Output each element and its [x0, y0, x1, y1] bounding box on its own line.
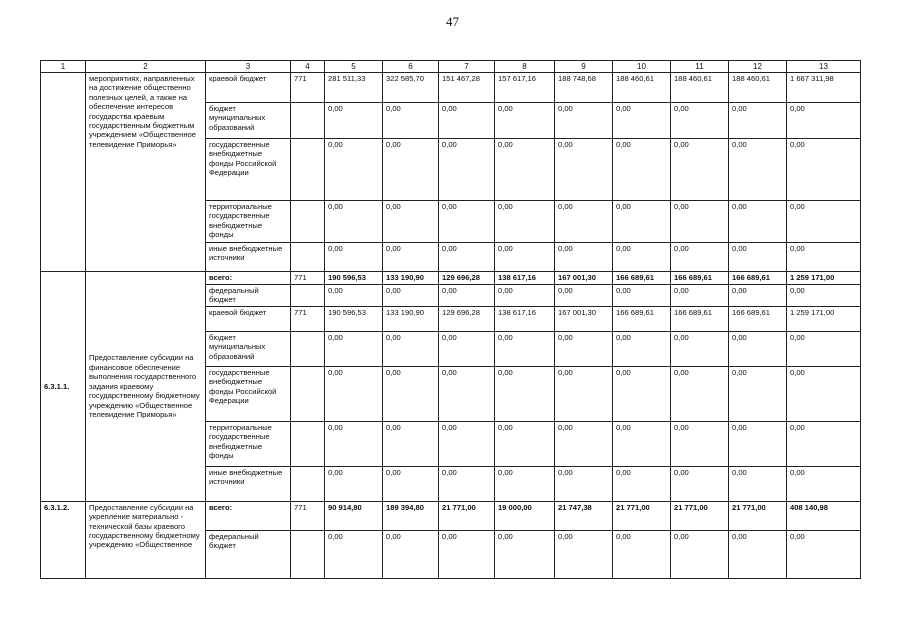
grbs-code: 771 — [291, 272, 325, 285]
measure-description: Предоставление субсидии на укрепление материально - технической базы краевого государственному бюджетному учреждению «Общественное — [86, 501, 206, 578]
amount-cell: 0,00 — [729, 366, 787, 421]
amount-cell: 0,00 — [555, 201, 613, 243]
amount-cell: 138 617,16 — [495, 306, 555, 331]
funding-source: федеральный бюджет — [206, 530, 291, 578]
amount-cell: 0,00 — [729, 103, 787, 139]
amount-cell: 0,00 — [671, 103, 729, 139]
amount-cell: 0,00 — [495, 421, 555, 466]
table-row — [41, 73, 861, 103]
amount-cell: 0,00 — [613, 466, 671, 501]
amount-cell: 0,00 — [495, 530, 555, 578]
funding-source: краевой бюджет — [206, 73, 291, 103]
amount-cell: 138 617,16 — [495, 272, 555, 285]
amount-cell: 0,00 — [729, 331, 787, 366]
amount-cell: 0,00 — [555, 285, 613, 307]
funding-source: бюджет муниципальных образований — [206, 103, 291, 139]
amount-cell: 0,00 — [383, 466, 439, 501]
column-number: 4 — [291, 61, 325, 73]
grbs-code — [291, 466, 325, 501]
amount-cell: 0,00 — [671, 466, 729, 501]
column-number: 7 — [439, 61, 495, 73]
amount-cell: 322 585,70 — [383, 73, 439, 103]
amount-cell: 0,00 — [383, 421, 439, 466]
amount-cell: 0,00 — [671, 285, 729, 307]
amount-cell: 0,00 — [787, 530, 861, 578]
amount-cell: 0,00 — [325, 201, 383, 243]
amount-cell: 0,00 — [613, 421, 671, 466]
page-number: 47 — [446, 14, 459, 29]
amount-cell: 0,00 — [613, 103, 671, 139]
amount-cell: 0,00 — [671, 243, 729, 272]
amount-cell: 0,00 — [495, 201, 555, 243]
amount-cell: 0,00 — [729, 285, 787, 307]
amount-cell: 0,00 — [671, 421, 729, 466]
table-row — [41, 272, 861, 285]
amount-cell: 188 748,68 — [555, 73, 613, 103]
amount-cell: 0,00 — [555, 421, 613, 466]
amount-cell: 0,00 — [325, 243, 383, 272]
amount-cell: 0,00 — [495, 466, 555, 501]
amount-cell: 0,00 — [671, 530, 729, 578]
amount-cell: 0,00 — [613, 331, 671, 366]
amount-cell: 1 667 311,98 — [787, 73, 861, 103]
amount-cell: 0,00 — [613, 366, 671, 421]
amount-cell: 0,00 — [787, 243, 861, 272]
funding-source: бюджет муниципальных образований — [206, 331, 291, 366]
amount-cell: 0,00 — [555, 366, 613, 421]
amount-cell: 0,00 — [671, 201, 729, 243]
amount-cell: 21 771,00 — [671, 501, 729, 530]
amount-cell: 0,00 — [555, 243, 613, 272]
amount-cell: 0,00 — [613, 139, 671, 201]
budget-table — [40, 60, 861, 579]
amount-cell: 167 001,30 — [555, 306, 613, 331]
funding-source: краевой бюджет — [206, 306, 291, 331]
column-number: 2 — [86, 61, 206, 73]
grbs-code — [291, 103, 325, 139]
grbs-code — [291, 530, 325, 578]
amount-cell: 21 771,00 — [729, 501, 787, 530]
amount-cell: 0,00 — [325, 139, 383, 201]
amount-cell: 190 596,53 — [325, 272, 383, 285]
measure-code: 6.3.1.1. — [41, 272, 86, 502]
amount-cell: 90 914,80 — [325, 501, 383, 530]
amount-cell: 0,00 — [383, 201, 439, 243]
amount-cell: 0,00 — [787, 331, 861, 366]
funding-source: территориальные государственные внебюджетные фонды — [206, 421, 291, 466]
amount-cell: 0,00 — [613, 243, 671, 272]
amount-cell: 0,00 — [325, 285, 383, 307]
amount-cell: 0,00 — [495, 139, 555, 201]
amount-cell: 166 689,61 — [613, 306, 671, 331]
table-body — [41, 61, 861, 579]
amount-cell: 0,00 — [787, 366, 861, 421]
amount-cell: 0,00 — [495, 243, 555, 272]
amount-cell: 0,00 — [439, 285, 495, 307]
amount-cell: 0,00 — [729, 139, 787, 201]
amount-cell: 0,00 — [671, 366, 729, 421]
amount-cell: 0,00 — [383, 285, 439, 307]
measure-description: Предоставление субсидии на финансовое обеспечение выполнения государственного задания краевому государственному бюджетному учреждению «Общественное телевидение Приморья» — [86, 272, 206, 502]
amount-cell: 0,00 — [555, 466, 613, 501]
amount-cell: 0,00 — [325, 366, 383, 421]
amount-cell: 0,00 — [787, 466, 861, 501]
amount-cell: 19 000,00 — [495, 501, 555, 530]
amount-cell: 0,00 — [613, 285, 671, 307]
amount-cell: 0,00 — [729, 201, 787, 243]
amount-cell: 0,00 — [787, 201, 861, 243]
column-number: 3 — [206, 61, 291, 73]
column-number-row — [41, 61, 861, 73]
amount-cell: 133 190,90 — [383, 272, 439, 285]
amount-cell: 0,00 — [439, 530, 495, 578]
grbs-code: 771 — [291, 73, 325, 103]
grbs-code — [291, 421, 325, 466]
amount-cell: 0,00 — [555, 139, 613, 201]
amount-cell: 0,00 — [439, 331, 495, 366]
column-number: 5 — [325, 61, 383, 73]
funding-source: государственные внебюджетные фонды Российской Федерации — [206, 366, 291, 421]
amount-cell: 0,00 — [439, 243, 495, 272]
amount-cell: 0,00 — [383, 103, 439, 139]
amount-cell: 0,00 — [495, 103, 555, 139]
amount-cell: 0,00 — [729, 243, 787, 272]
amount-cell: 1 259 171,00 — [787, 306, 861, 331]
grbs-code: 771 — [291, 306, 325, 331]
grbs-code — [291, 331, 325, 366]
amount-cell: 0,00 — [439, 139, 495, 201]
column-number: 8 — [495, 61, 555, 73]
column-number: 13 — [787, 61, 861, 73]
amount-cell: 133 190,90 — [383, 306, 439, 331]
amount-cell: 0,00 — [729, 421, 787, 466]
funding-source: иные внебюджетные источники — [206, 243, 291, 272]
amount-cell: 1 259 171,00 — [787, 272, 861, 285]
funding-source: территориальные государственные внебюджетные фонды — [206, 201, 291, 243]
measure-description: мероприятиях, направленных на достижение общественно полезных целей, а также на обеспечение интересов государства краевым государственным бюджетным учреждением «Общественное телевидение Приморья» — [86, 73, 206, 272]
amount-cell: 190 596,53 — [325, 306, 383, 331]
grbs-code — [291, 366, 325, 421]
amount-cell: 0,00 — [495, 285, 555, 307]
amount-cell: 129 696,28 — [439, 306, 495, 331]
amount-cell: 0,00 — [325, 103, 383, 139]
amount-cell: 166 689,61 — [671, 272, 729, 285]
amount-cell: 0,00 — [383, 366, 439, 421]
measure-code — [41, 73, 86, 272]
amount-cell: 0,00 — [787, 103, 861, 139]
amount-cell: 0,00 — [383, 530, 439, 578]
amount-cell: 0,00 — [325, 421, 383, 466]
amount-cell: 0,00 — [671, 139, 729, 201]
column-number: 11 — [671, 61, 729, 73]
amount-cell: 0,00 — [383, 243, 439, 272]
amount-cell: 0,00 — [439, 421, 495, 466]
amount-cell: 0,00 — [613, 201, 671, 243]
amount-cell: 157 617,16 — [495, 73, 555, 103]
measure-code: 6.3.1.2. — [41, 501, 86, 578]
column-number: 10 — [613, 61, 671, 73]
amount-cell: 166 689,61 — [729, 306, 787, 331]
amount-cell: 0,00 — [787, 139, 861, 201]
amount-cell: 0,00 — [729, 466, 787, 501]
funding-source: государственные внебюджетные фонды Российской Федерации — [206, 139, 291, 201]
amount-cell: 166 689,61 — [729, 272, 787, 285]
amount-cell: 0,00 — [439, 466, 495, 501]
amount-cell: 189 394,80 — [383, 501, 439, 530]
amount-cell: 0,00 — [555, 331, 613, 366]
amount-cell: 0,00 — [495, 366, 555, 421]
amount-cell: 0,00 — [439, 366, 495, 421]
grbs-code — [291, 243, 325, 272]
table-row — [41, 501, 861, 530]
amount-cell: 0,00 — [325, 466, 383, 501]
column-number: 12 — [729, 61, 787, 73]
amount-cell: 0,00 — [383, 331, 439, 366]
amount-cell: 21 747,38 — [555, 501, 613, 530]
column-number: 1 — [41, 61, 86, 73]
amount-cell: 281 511,33 — [325, 73, 383, 103]
amount-cell: 0,00 — [787, 421, 861, 466]
amount-cell: 21 771,00 — [613, 501, 671, 530]
grbs-code — [291, 201, 325, 243]
amount-cell: 0,00 — [787, 285, 861, 307]
amount-cell: 166 689,61 — [613, 272, 671, 285]
amount-cell: 0,00 — [495, 331, 555, 366]
amount-cell: 188 460,61 — [613, 73, 671, 103]
funding-source: всего: — [206, 272, 291, 285]
amount-cell: 408 140,98 — [787, 501, 861, 530]
grbs-code — [291, 285, 325, 307]
funding-source: иные внебюджетные источники — [206, 466, 291, 501]
column-number: 9 — [555, 61, 613, 73]
amount-cell: 0,00 — [439, 103, 495, 139]
amount-cell: 0,00 — [383, 139, 439, 201]
amount-cell: 129 696,28 — [439, 272, 495, 285]
funding-source: федеральный бюджет — [206, 285, 291, 307]
amount-cell: 0,00 — [325, 331, 383, 366]
amount-cell: 0,00 — [555, 103, 613, 139]
amount-cell: 21 771,00 — [439, 501, 495, 530]
grbs-code: 771 — [291, 501, 325, 530]
amount-cell: 0,00 — [729, 530, 787, 578]
amount-cell: 188 460,61 — [671, 73, 729, 103]
amount-cell: 0,00 — [439, 201, 495, 243]
column-number: 6 — [383, 61, 439, 73]
funding-source: всего: — [206, 501, 291, 530]
grbs-code — [291, 139, 325, 201]
amount-cell: 167 001,30 — [555, 272, 613, 285]
amount-cell: 166 689,61 — [671, 306, 729, 331]
amount-cell: 0,00 — [555, 530, 613, 578]
amount-cell: 0,00 — [671, 331, 729, 366]
amount-cell: 0,00 — [613, 530, 671, 578]
amount-cell: 188 460,61 — [729, 73, 787, 103]
amount-cell: 151 467,28 — [439, 73, 495, 103]
amount-cell: 0,00 — [325, 530, 383, 578]
